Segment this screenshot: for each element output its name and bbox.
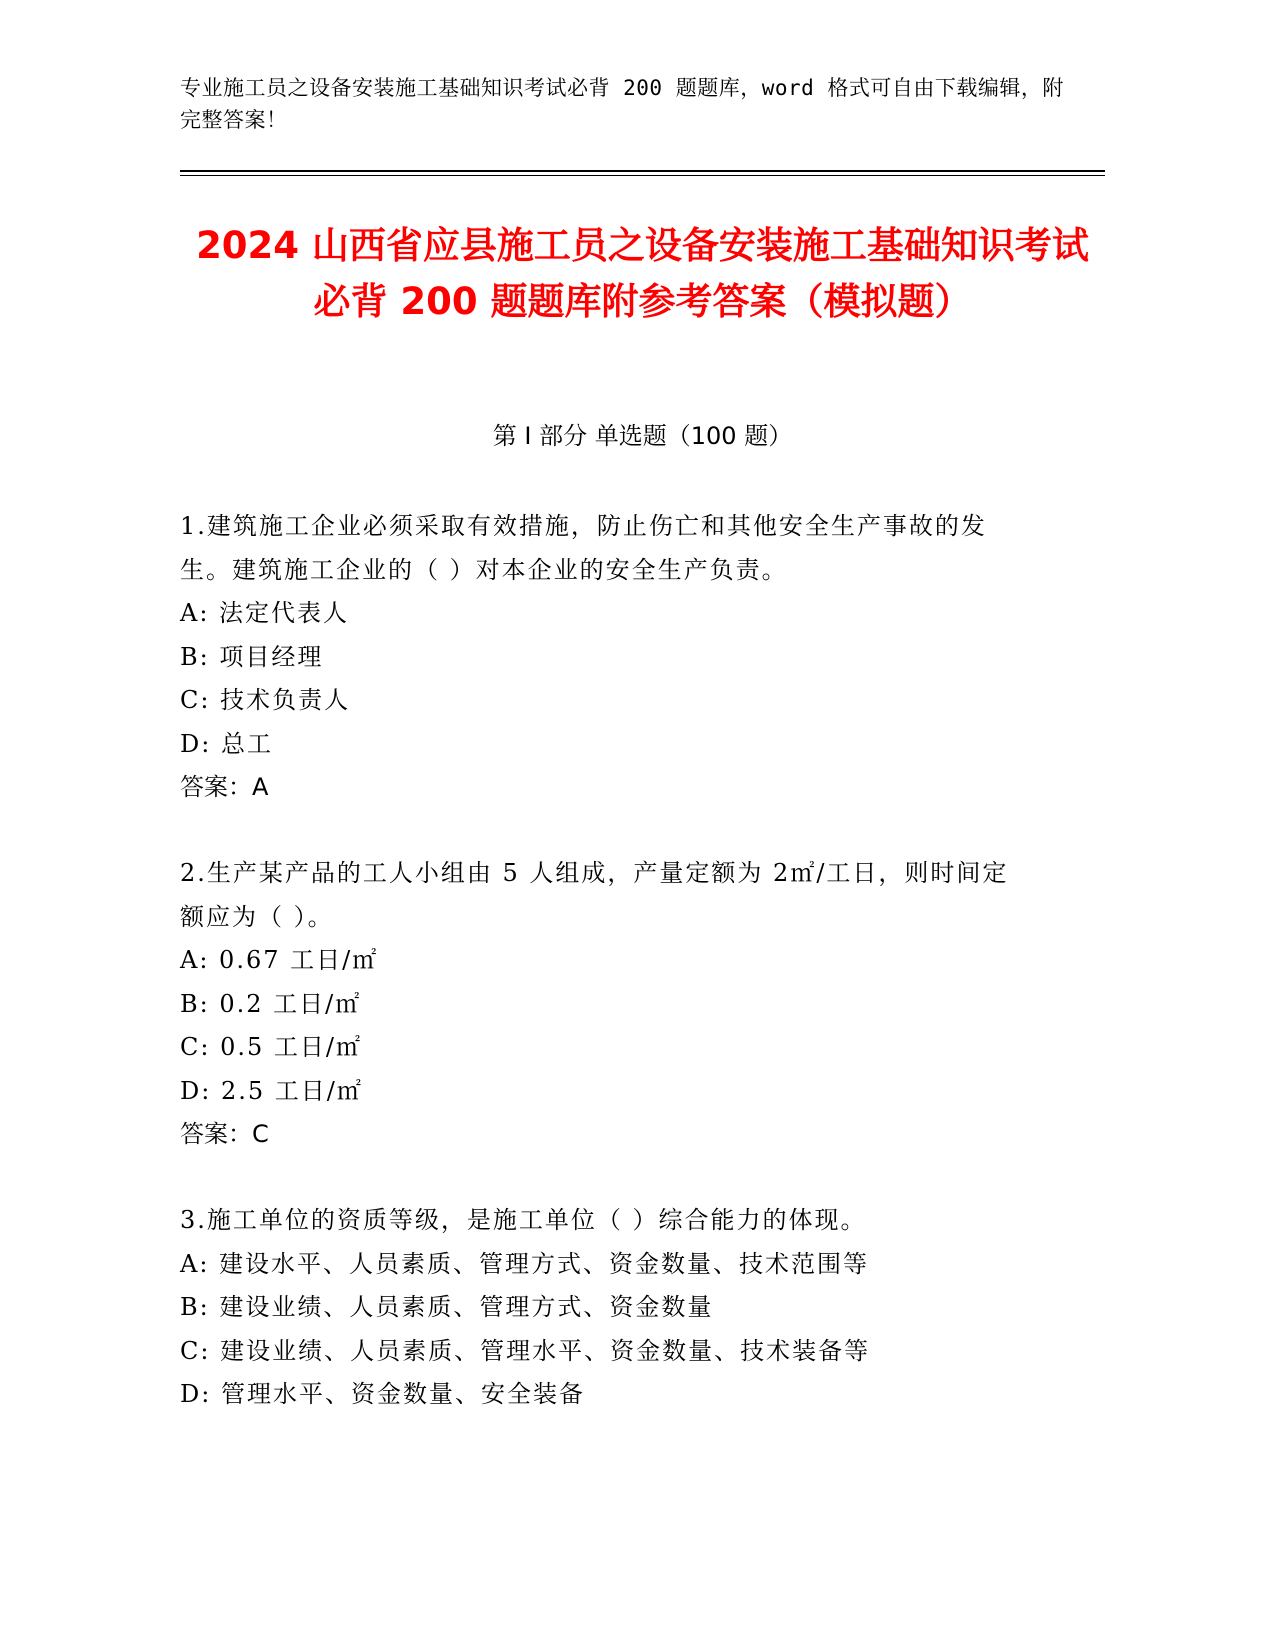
option-d: D: 管理水平、资金数量、安全装备 xyxy=(180,1380,585,1408)
option-b: B: 项目经理 xyxy=(180,642,324,671)
option-b: B: 0.2 工日/㎡ xyxy=(180,989,362,1018)
question-stem: 1.建筑施工企业必须采取有效措施，防止伤亡和其他安全生产事故的发生。建筑施工企业的（ ）对本企业的安全生产负责。 xyxy=(180,512,987,584)
option-d: D: 2.5 工日/㎡ xyxy=(180,1076,363,1105)
option-b: B: 建设业绩、人员素质、管理方式、资金数量 xyxy=(180,1293,714,1321)
document-title: 2024 山西省应县施工员之设备安装施工基础知识考试必背 200 题题库附参考答案（模拟题） xyxy=(196,224,1089,323)
option-c: C: 0.5 工日/㎡ xyxy=(180,1033,362,1061)
answer: 答案：A xyxy=(180,773,269,801)
option-a: A: 建设水平、人员素质、管理方式、资金数量、技术范围等 xyxy=(180,1249,870,1278)
option-c: C: 技术负责人 xyxy=(180,686,351,714)
header-rule-thick xyxy=(180,170,1105,172)
option-c: C: 建设业绩、人员素质、管理水平、资金数量、技术装备等 xyxy=(180,1336,871,1365)
option-a: A: 法定代表人 xyxy=(180,599,350,627)
answer: 答案：C xyxy=(180,1120,269,1148)
header-note: 专业施工员之设备安装施工基础知识考试必背 200 题题库，word 格式可自由下载编辑，附完整答案！ xyxy=(180,76,1064,132)
header-rule-thin xyxy=(180,175,1105,176)
question-2 xyxy=(180,852,1030,1157)
question-stem: 3.施工单位的资质等级，是施工单位（ ）综合能力的体现。 xyxy=(180,1206,867,1234)
question-1 xyxy=(180,505,1030,810)
option-a: A: 0.67 工日/㎡ xyxy=(180,946,379,974)
question-stem: 2.生产某产品的工人小组由 5 人组成，产量定额为 2㎡/工日，则时间定额应为（ ）。 xyxy=(180,859,1009,931)
option-d: D: 总工 xyxy=(180,729,273,758)
question-3 xyxy=(180,1199,1030,1417)
section-title: 第 I 部分 单选题（100 题） xyxy=(492,422,793,450)
